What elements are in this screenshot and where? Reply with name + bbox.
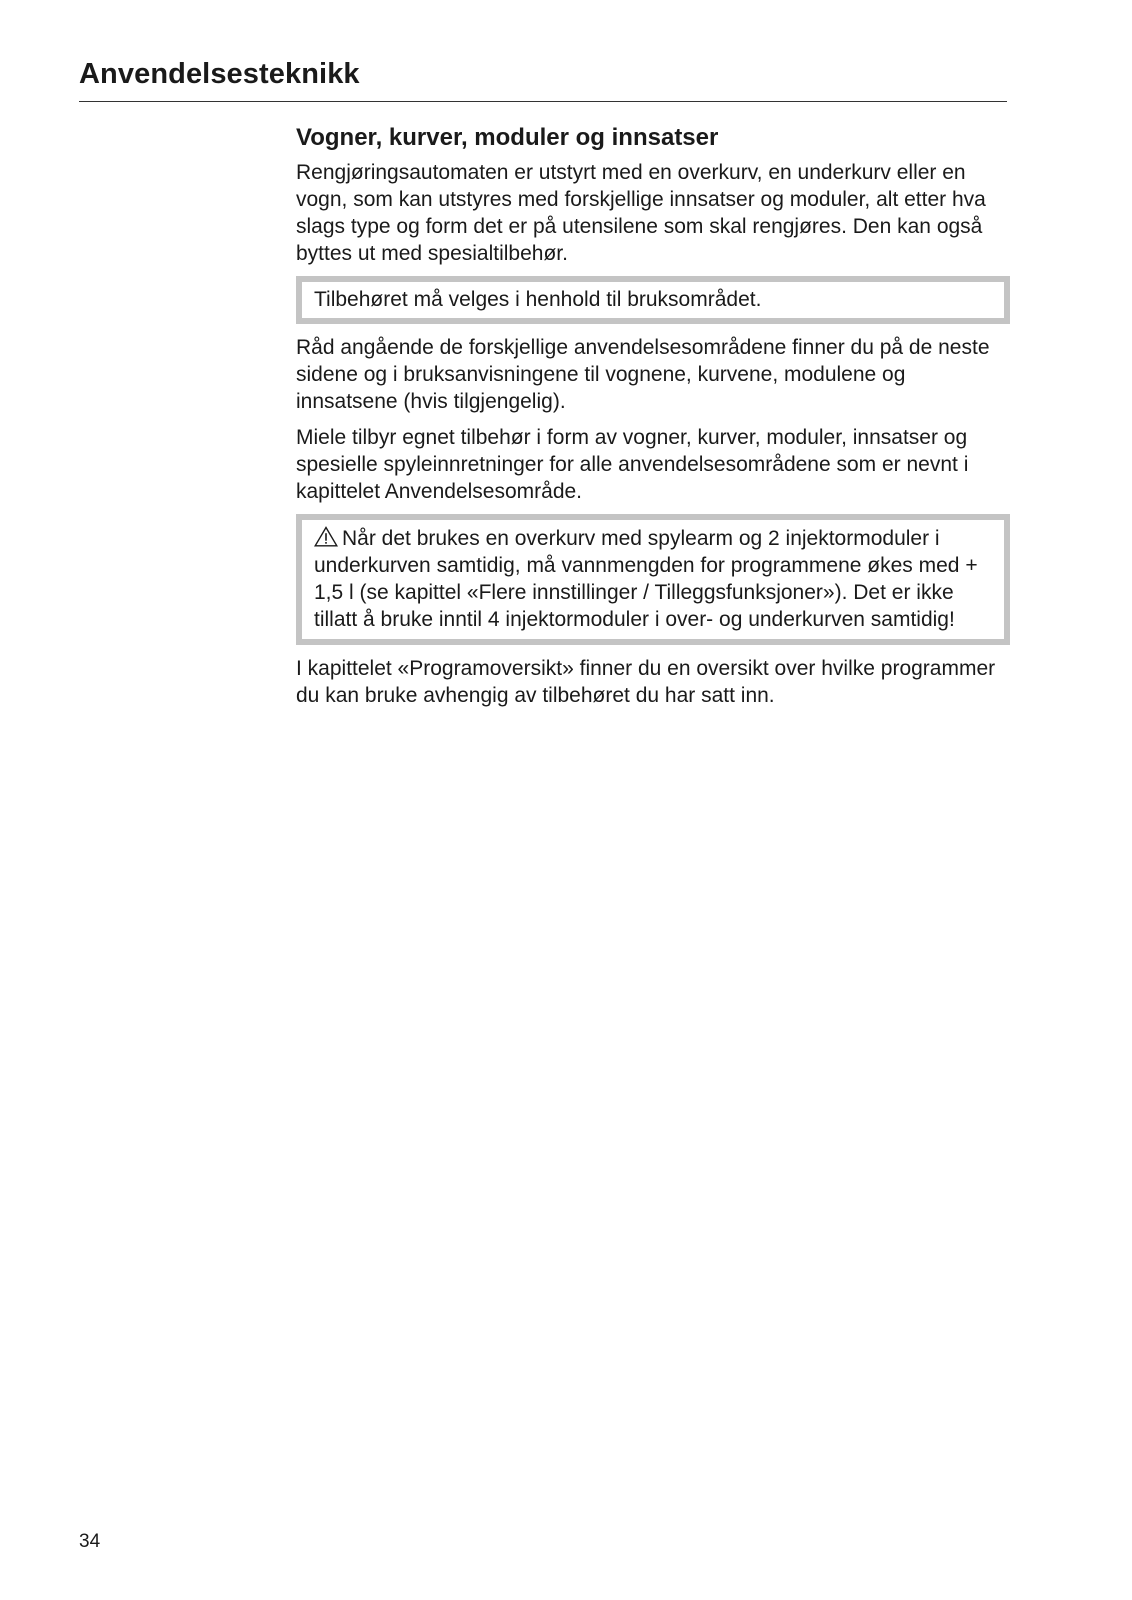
note-box xyxy=(296,276,1010,324)
advice-paragraph: Råd angående de forskjellige anvendelsesområdene finner du på de neste sidene og i bruksanvisningene til vognene, kurvene, modulene og innsatsene (hvis tilgjengelig). xyxy=(296,336,990,413)
closing-paragraph: I kapittelet «Programoversikt» finner du en oversikt over hvilke programmer du kan bruke avhengig av tilbehøret du har satt inn. xyxy=(296,657,996,707)
main-content xyxy=(296,123,1010,718)
offer-paragraph: Miele tilbyr egnet tilbehør i form av vogner, kurver, moduler, innsatser og spesielle spyleinnretninger for alle anvendelsesområdene som er nevnt i kapittelet Anvendelsesområde. xyxy=(296,426,969,503)
note-text: Tilbehøret må velges i henhold til bruksområdet. xyxy=(314,288,762,311)
chapter-divider xyxy=(79,101,1007,102)
warning-triangle-icon xyxy=(314,526,338,547)
chapter-title: Anvendelsesteknikk xyxy=(79,58,360,90)
warning-box xyxy=(296,514,1010,645)
warning-text: Når det brukes en overkurv med spylearm og 2 injektormoduler i underkurven samtidig, må vannmengden for programmene økes med + 1,5 l (se kapittel «Flere innstillinger / Tilleggsfunksjoner»). Det er ikke tillatt å bruke inntil 4 injektormoduler i over- og underkurven samtidig! xyxy=(314,527,978,631)
intro-paragraph: Rengjøringsautomaten er utstyrt med en overkurv, en underkurv eller en vogn, som kan utstyres med forskjellige innsatser og moduler, alt etter hva slags type og form det er på utensilene som skal rengjøres. Den kan også byttes ut med spesialtilbehør. xyxy=(296,161,986,265)
section-heading: Vogner, kurver, moduler og innsatser xyxy=(296,124,719,151)
page-number: 34 xyxy=(79,1531,101,1552)
